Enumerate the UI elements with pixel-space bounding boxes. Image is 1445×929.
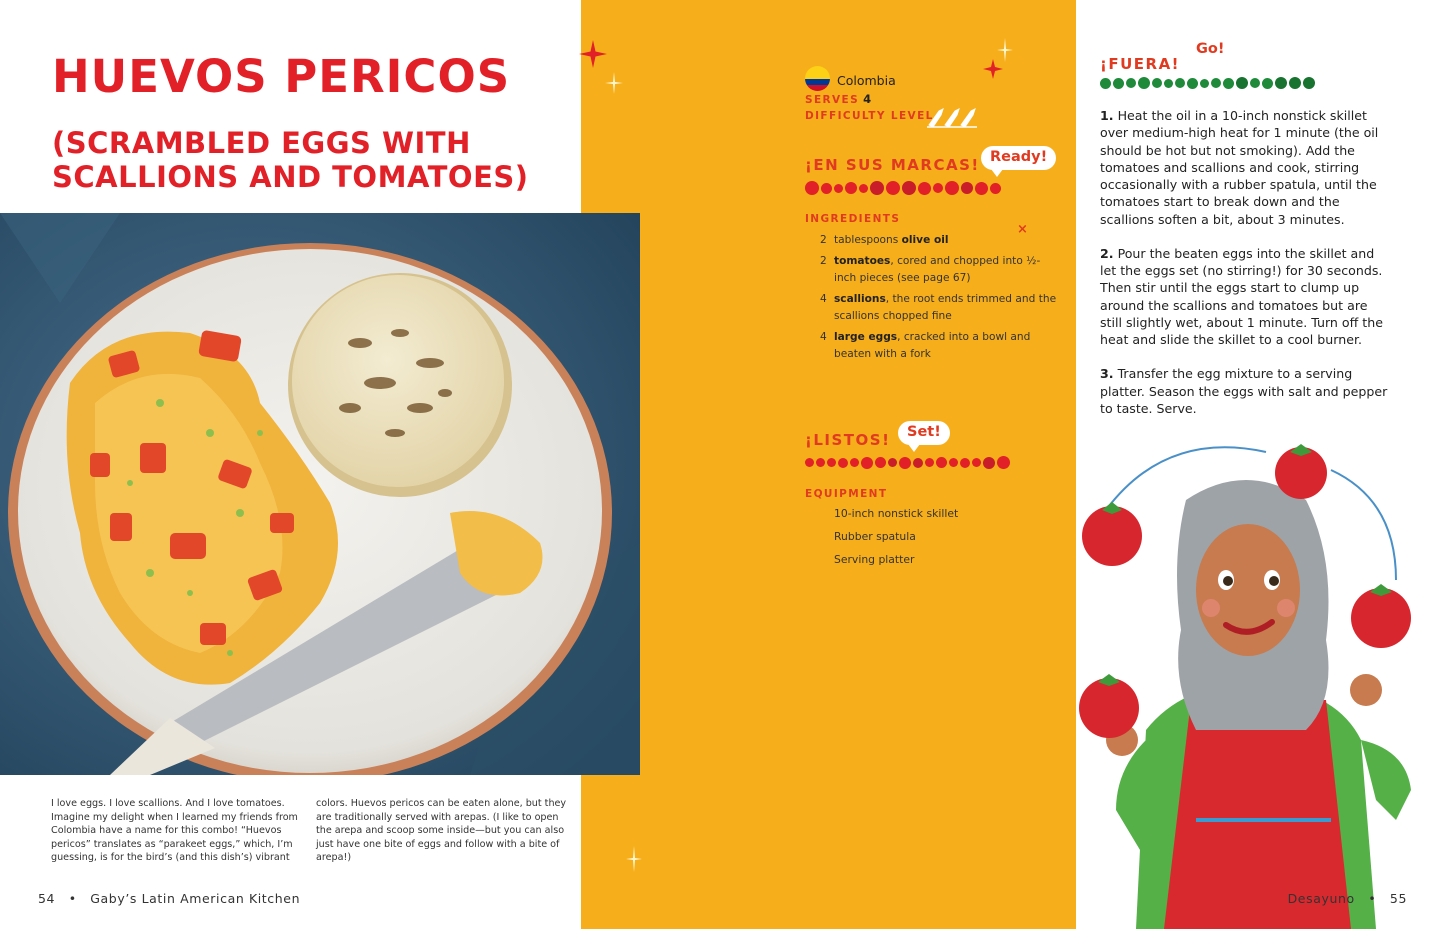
sparkle-icon — [626, 846, 642, 872]
right-page — [1076, 0, 1445, 929]
ingredient-qty: 2 — [820, 254, 827, 267]
equipment-label: EQUIPMENT — [805, 488, 888, 500]
tomato-icon — [1082, 502, 1142, 566]
ingredient-item — [820, 232, 1060, 249]
folio-left — [38, 891, 300, 906]
step-3 — [1100, 365, 1392, 417]
serves-label: SERVES — [805, 94, 860, 106]
ready-bubble: Ready! — [981, 146, 1056, 170]
country-label: Colombia — [837, 73, 896, 88]
ready-heading: ¡EN SUS MARCAS! — [805, 156, 980, 174]
ingredient-pre: tablespoons — [834, 234, 902, 246]
step-number: 2. — [1100, 245, 1114, 261]
step-text: Pour the beaten eggs into the skillet and let the eggs set (no stirring!) for 30 seconds. Then stir until the eggs start to clump up around the scallions and tomatoes but are still slightly wet, about 1 minute. Turn off the heat and slide the skillet to a cool burner. — [1100, 245, 1383, 347]
yellow-panel — [581, 0, 1076, 929]
go-heading: ¡FUERA! — [1100, 55, 1181, 73]
step-1 — [1100, 107, 1392, 228]
chef-juggling-tomatoes-illustration — [1076, 440, 1445, 929]
ready-dots — [805, 181, 1001, 195]
tomato-icon — [1275, 444, 1327, 499]
equipment-list — [834, 509, 958, 579]
knife-difficulty-icon — [925, 103, 981, 129]
ingredient-qty: 4 — [820, 292, 827, 305]
equipment-item: Serving platter — [834, 553, 915, 567]
equipment-item: 10-inch nonstick skillet — [834, 507, 959, 520]
step-number: 1. — [1100, 108, 1114, 123]
ingredient-name: large eggs — [834, 330, 898, 343]
set-dots — [805, 456, 1010, 469]
subtitle-line-1: (SCRAMBLED EGGS WITH — [52, 126, 471, 160]
ingredient-desc: , cracked into a bowl and beaten with a fork — [834, 330, 1031, 360]
tomato-icon — [1351, 584, 1411, 648]
subtitle-line-2: SCALLIONS AND TOMATOES) — [52, 160, 529, 195]
colombia-flag-icon — [805, 66, 830, 91]
ingredients-list — [820, 232, 1060, 367]
folio-bullet-right: • — [1368, 891, 1377, 906]
ingredient-name: scallions — [834, 292, 886, 305]
ingredient-qty: 4 — [820, 330, 827, 343]
recipe-subtitle — [52, 126, 572, 194]
ingredient-desc: , cored and chopped into ½-inch pieces (see page 67) — [834, 254, 1041, 284]
intro-text-col-2: colors. Huevos pericos can be eaten alone, but they are traditionally served with arepas. (I like to open the arepa and scoop some inside—but you can also just have one bite of eggs and follow with a bite of arepa!) — [316, 798, 567, 864]
recipe-photo — [0, 213, 640, 775]
eggs-plate-image — [0, 213, 640, 775]
folio-right — [1288, 891, 1407, 906]
sparkle-icon — [577, 38, 609, 70]
difficulty-label: DIFFICULTY LEVEL — [805, 110, 934, 122]
sparkle-icon — [605, 72, 623, 94]
go-bubble: Go! — [1187, 38, 1233, 62]
step-number: 3. — [1100, 366, 1114, 382]
set-bubble: Set! — [898, 421, 950, 445]
ingredient-desc: , the root ends trimmed and the scallions chopped fine — [834, 292, 1057, 322]
ingredient-name: tomatoes — [834, 254, 891, 267]
serves-value: 4 — [863, 92, 872, 106]
ingredient-qty: 2 — [820, 234, 827, 246]
ingredient-item — [820, 329, 1060, 363]
ingredient-item — [820, 253, 1060, 287]
ingredient-name: olive oil — [901, 234, 949, 246]
serves-line — [805, 92, 871, 106]
set-heading: ¡LISTOS! — [805, 431, 891, 449]
page-number-right: 55 — [1389, 891, 1407, 906]
method-steps — [1100, 107, 1392, 434]
step-text: Transfer the egg mixture to a serving platter. Season the eggs with salt and pepper to taste. Serve. — [1100, 366, 1388, 416]
ingredient-item — [820, 291, 1060, 325]
ingredients-label: INGREDIENTS — [805, 213, 901, 225]
section-name: Desayuno — [1287, 891, 1355, 906]
sparkle-icon — [997, 38, 1013, 62]
close-mark-icon: × — [1017, 222, 1028, 237]
tomato-icon — [1079, 674, 1139, 738]
intro-text-col-1: I love eggs. I love scallions. And I love tomatoes. Imagine my delight when I learned my friends from Colombia have a name for this combo! “Huevos pericos” translates as “parakeet eggs,” which, I’m guessing, is for the bird’s (and this dish’s) vibrant — [51, 798, 298, 864]
equipment-item: Rubber spatula — [834, 530, 916, 544]
step-text: Heat the oil in a 10-inch nonstick skillet over medium-high heat for 1 minute (the oil should be hot but not smoking). Add the tomatoes and scallions and cook, stirring occasionally with a rubber spatula, until the tomatoes start to break down and the scallions soften a bit, about 3 minutes. — [1100, 108, 1379, 227]
recipe-title: HUEVOS PERICOS — [52, 50, 511, 103]
step-2 — [1100, 245, 1392, 349]
page-number-left: 54 — [38, 891, 56, 906]
book-title: Gaby’s Latin American Kitchen — [90, 891, 301, 906]
folio-bullet-left: • — [68, 891, 77, 906]
go-dots — [1100, 77, 1315, 89]
